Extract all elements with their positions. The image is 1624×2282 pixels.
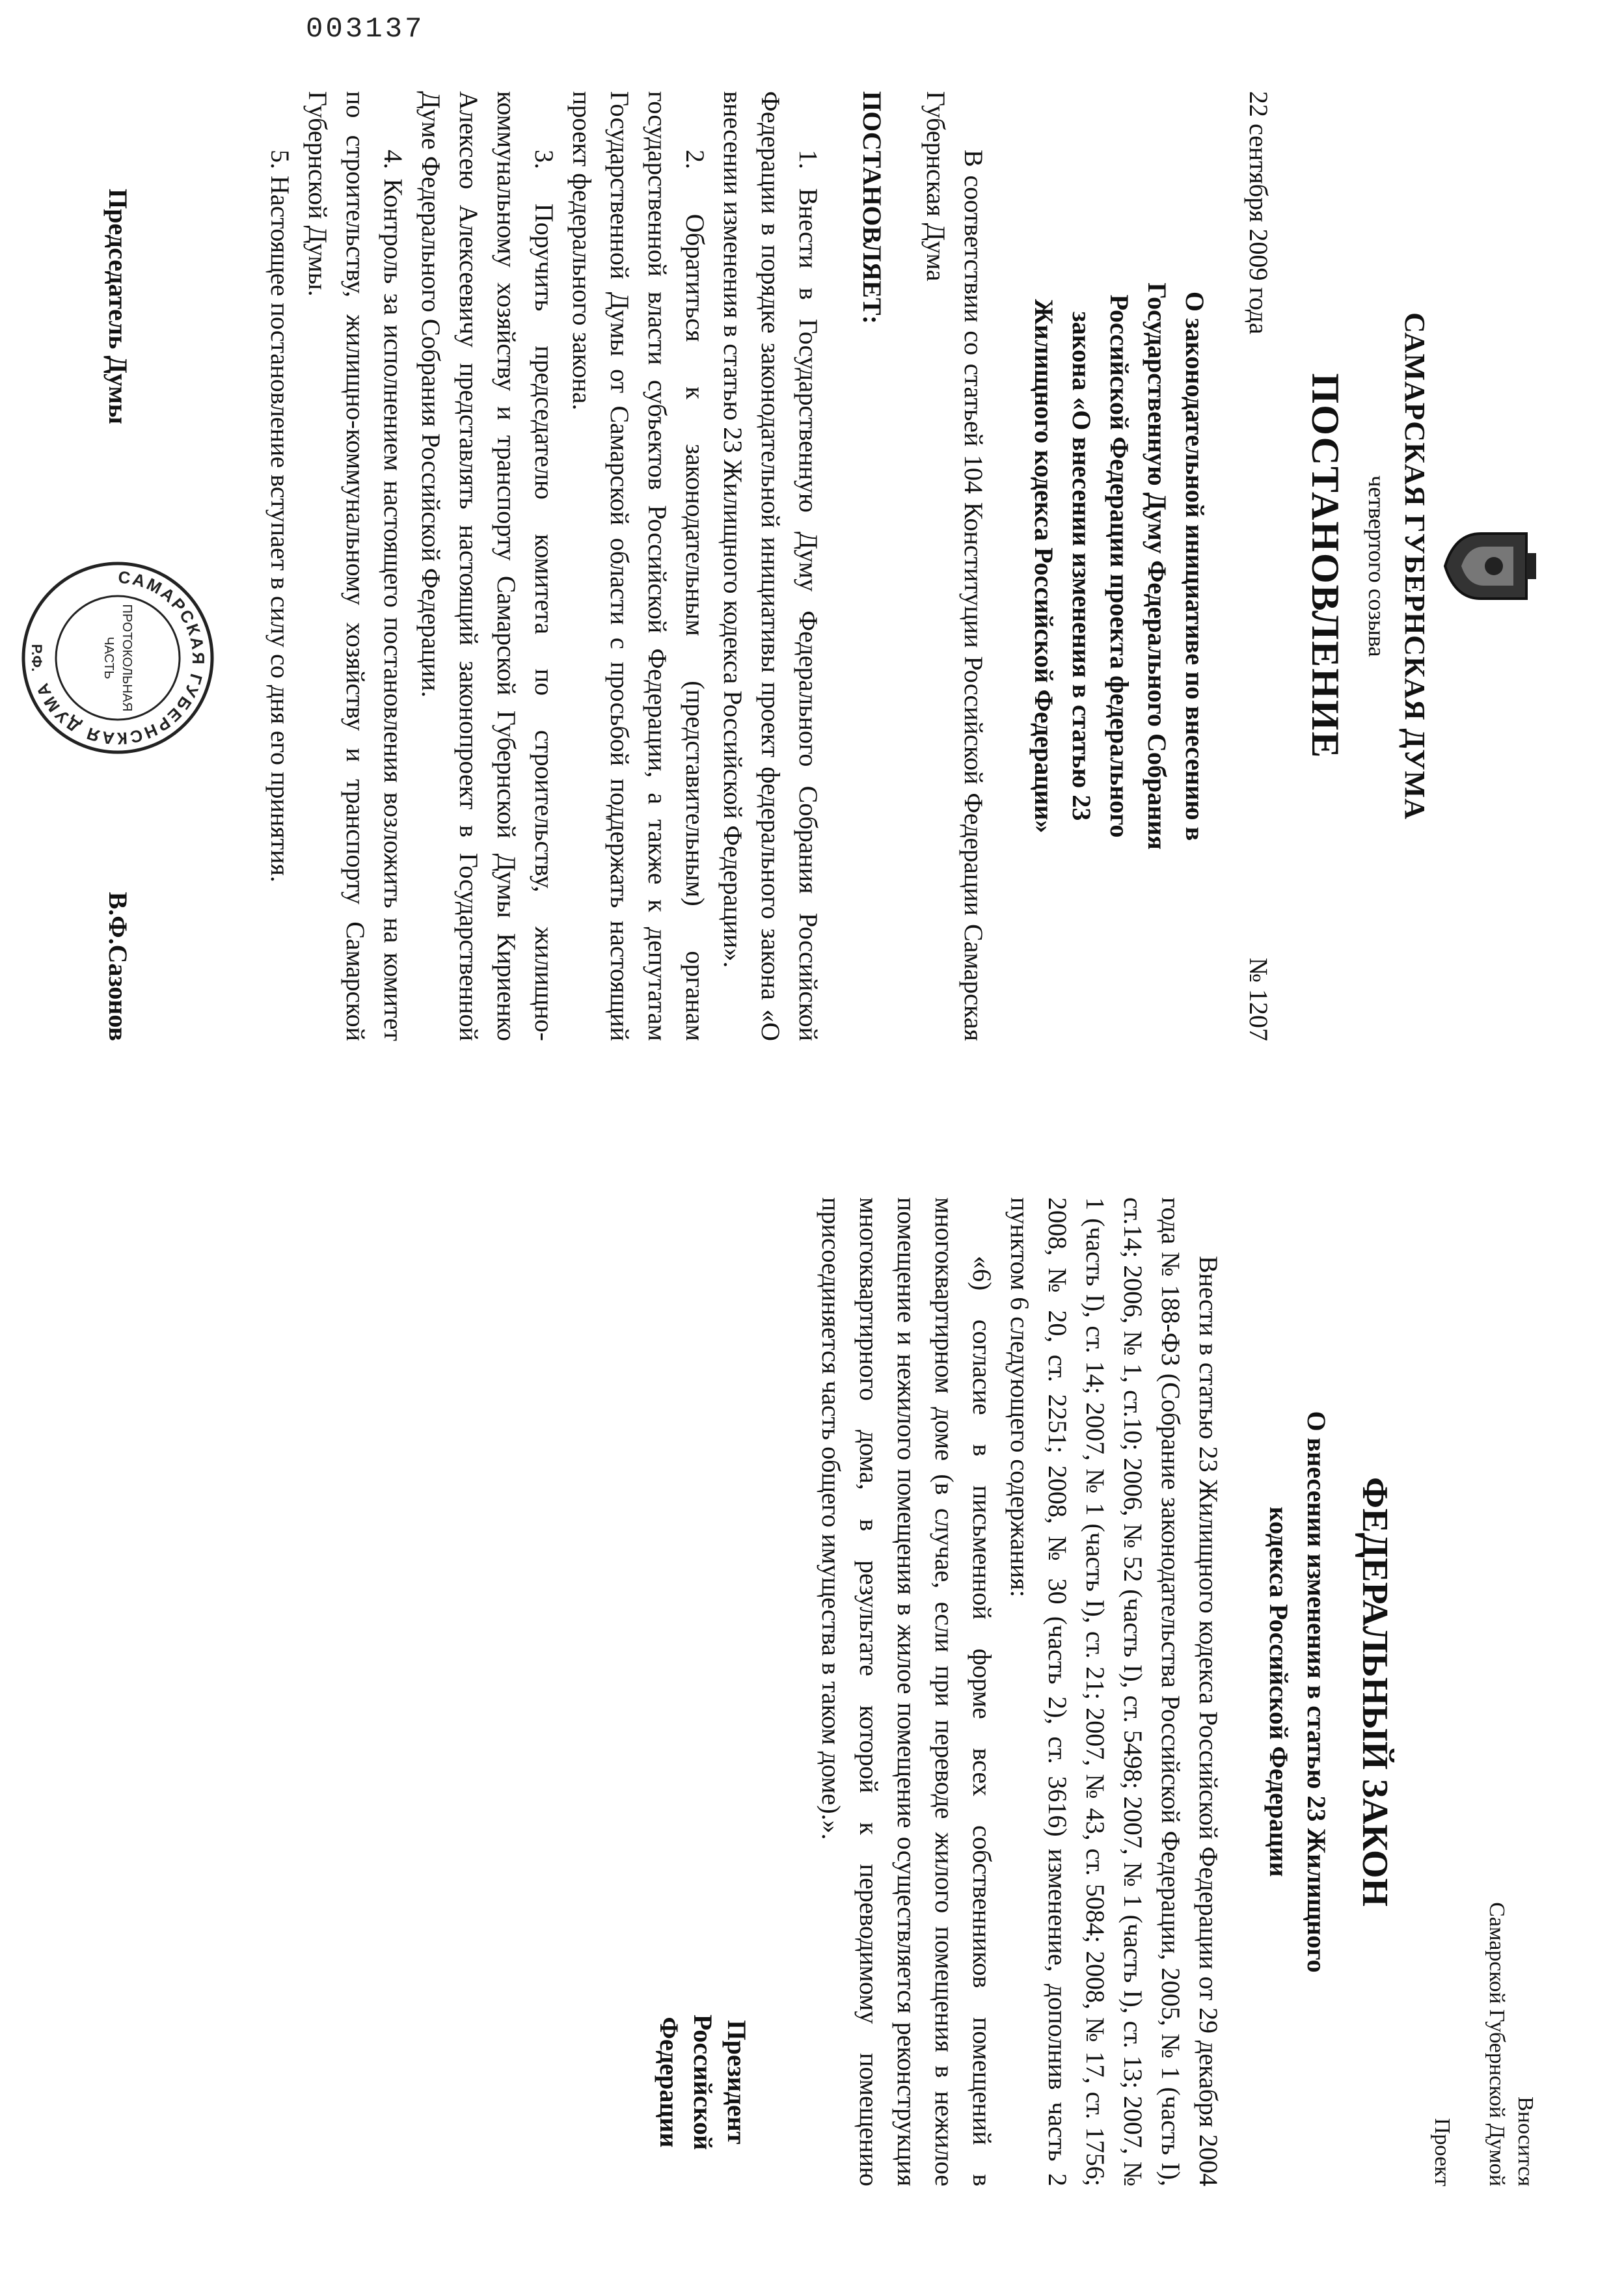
signer-title: Председатель Думы bbox=[103, 189, 133, 424]
doc-date: 22 сентября 2009 года bbox=[1244, 91, 1274, 334]
president-block bbox=[652, 1197, 753, 2186]
law-body-2: «6) согласие в письменной форме всех собственников помещений в многоквартирном доме (в случае, если при переводе жилого помещения в нежилое помещение и нежилого помещения в жилое помещение осуществляется реконструкция многоквартирного дома, в результате которой к переводимому помещению присоединяется часть общего имущества в таком доме).». bbox=[817, 1197, 997, 2186]
resolution-column bbox=[20, 91, 1539, 1041]
doc-subject: О законодательной инициативе по внесению в Государственную Думу Федерального Собрания Российской Федерации проекта федерального закона «О внесении изменения в статью 23 Жилищного кодекса Российской Федерации» bbox=[1029, 282, 1210, 850]
item-1: 1. Внести в Государственную Думу Федерального Собрания Российской Федерации в порядке законодательной инициативы проект федерального закона «О внесении изменения в статью 23 Жилищного кодекса Российской Федерации». bbox=[718, 91, 824, 1041]
signer-name: В.Ф.Сазонов bbox=[103, 891, 133, 1041]
convocation: четвертого созыва bbox=[1364, 475, 1390, 657]
president-country: Российской Федерации bbox=[655, 2014, 718, 2151]
introduced-label: Вносится bbox=[1513, 2096, 1537, 2186]
seal-inner-text-1: ПРОТОКОЛЬНАЯ bbox=[120, 604, 135, 712]
seal-icon bbox=[20, 560, 215, 755]
item-3: 3. Поручить председателю комитета по строительству, жилищно-коммунальному хозяйству и транспорту Самарской Губернской Думы Кириенко Алексею Алексеевичу представлять настоящий законопроект в Государственной Думе Федерального Собрания Российской Федерации. bbox=[416, 91, 560, 1041]
org-name: САМАРСКАЯ ГУБЕРНСКАЯ ДУМА bbox=[1399, 312, 1431, 820]
preamble: В соответствии со статьей 104 Конституции Российской Федерации Самарская Губернская Дума bbox=[921, 91, 989, 1041]
introduced-by-block bbox=[1427, 1197, 1539, 2186]
seal-bottom-text: Р.Ф. bbox=[29, 644, 46, 672]
date-number-row bbox=[1239, 91, 1277, 1041]
item-5: 5. Настоящее постановление вступает в силу со дня его принятия. bbox=[265, 150, 295, 882]
seal-outer-text: САМАРСКАЯ ГУБЕРНСКАЯ ДУМА bbox=[31, 567, 209, 749]
decides-label: ПОСТАНОВЛЯЕТ: bbox=[858, 91, 887, 324]
draft-label: Проект bbox=[1429, 2118, 1454, 2186]
signature-block bbox=[20, 91, 215, 1041]
law-title: ФЕДЕРАЛЬНЫЙ ЗАКОН bbox=[1355, 1477, 1396, 1907]
item-2: 2. Обратиться к законодательным (представительным) органам государственной власти субъектов Российской Федерации, а также к депутатам Государственной Думы от Самарской области с просьбой поддержать настоящий проект федерального закона. bbox=[567, 91, 710, 1041]
introduced-by: Самарской Губернской Думой bbox=[1484, 1902, 1509, 2186]
law-body-1: Внести в статью 23 Жилищного кодекса Российской Федерации от 29 декабря 2004 года № 188-ФЗ (Собрание законодательства Российской Федерации, 2005, № 1 (часть I), ст.14; 2006, № 1, ст.10; 2006, № 52 (часть I), ст. 5498; 2007, № 1 (часть I), ст. 13; 2007, № 1 (часть I), ст. 14; 2007, № 1 (часть I), ст. 21; 2007, № 43, ст. 5084; 2008, № 17, ст. 1756; 2008, № 20, ст. 2251; 2008, № 30 (часть 2), ст. 3616) изменение, дополнив часть 2 пунктом 6 следующего содержания: bbox=[1005, 1197, 1224, 2186]
president-title: Президент bbox=[722, 2020, 752, 2145]
scan-number: 003137 bbox=[306, 13, 425, 46]
item-4: 4. Контроль за исполнением настоящего постановления возложить на комитет по строительству, жилищно-коммунальному хозяйству и транспорту Самарской Губернской Думы. bbox=[303, 91, 409, 1041]
official-seal bbox=[20, 560, 215, 755]
doc-number: № 1207 bbox=[1244, 957, 1274, 1041]
law-subtitle: О внесении изменения в статью 23 Жилищного кодекса Российской Федерации bbox=[1264, 1411, 1332, 1973]
coat-of-arms-icon bbox=[1442, 527, 1539, 605]
draft-law-column bbox=[652, 1197, 1539, 2186]
seal-inner-text-2: ЧАСТЬ bbox=[102, 636, 116, 679]
doc-type-title: ПОСТАНОВЛЕНИЕ bbox=[1304, 373, 1347, 759]
